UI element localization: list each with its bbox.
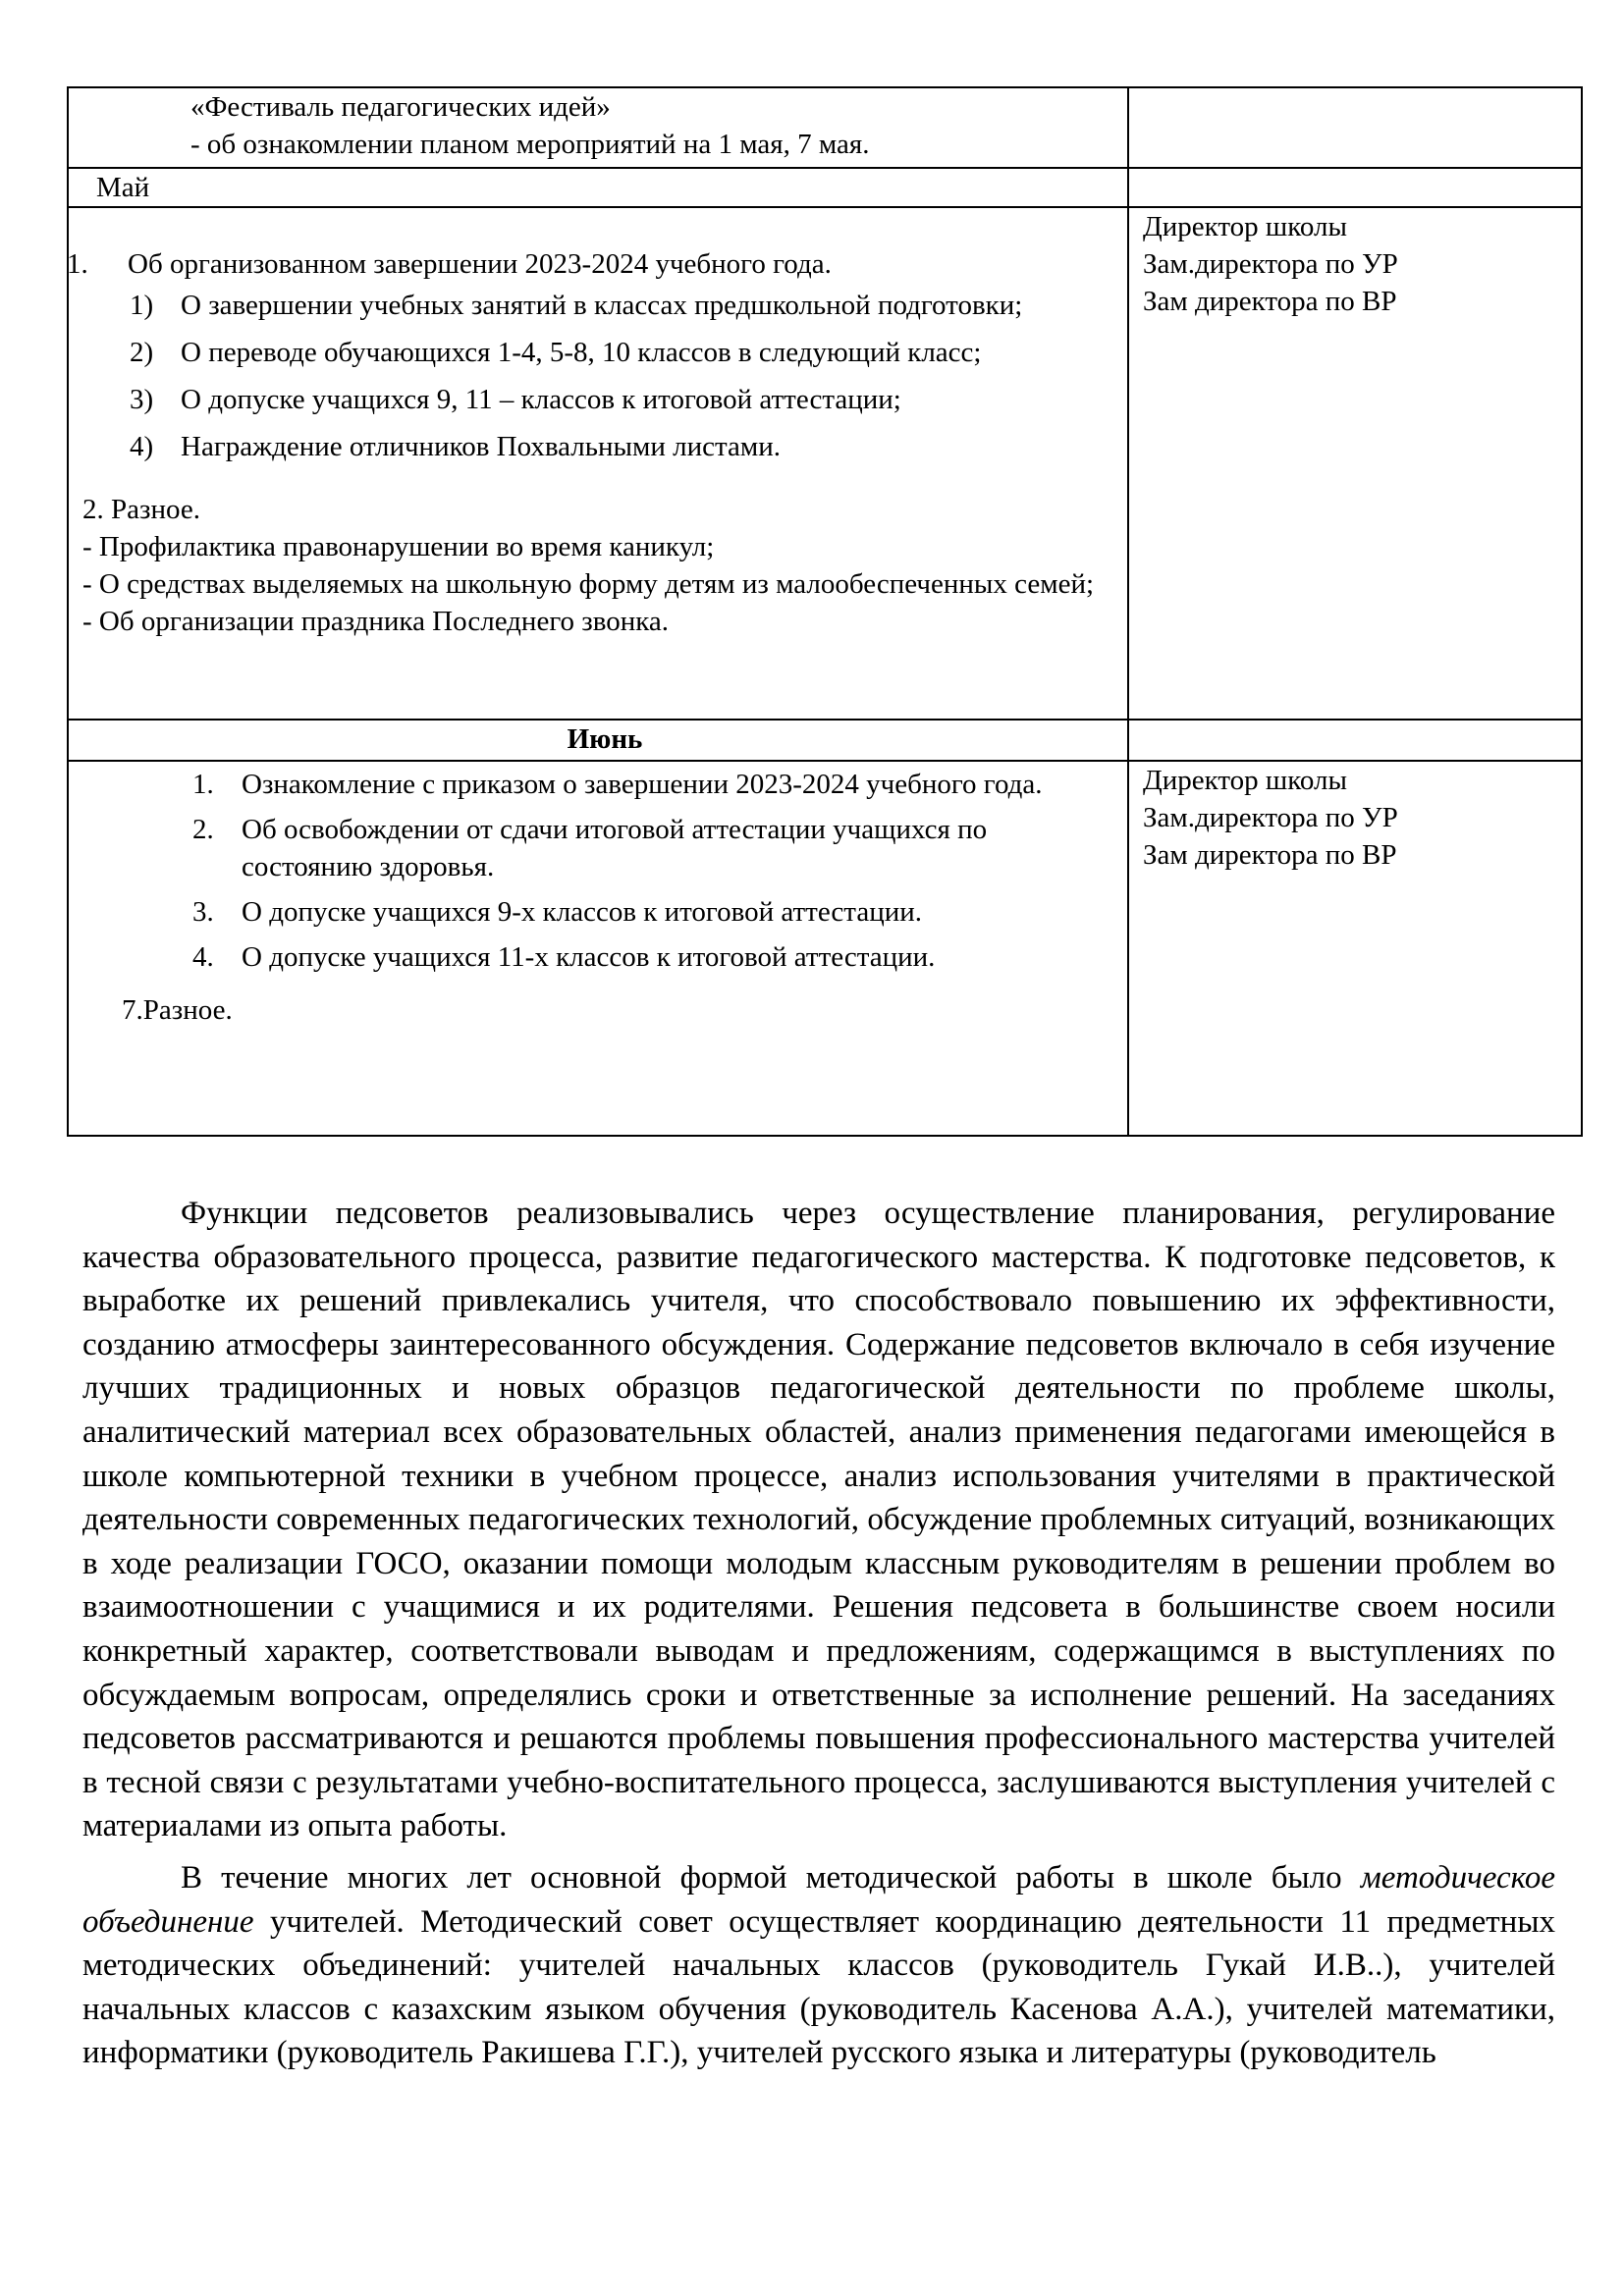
item-text: О допуске учащихся 9-х классов к итоговой аттестации. bbox=[242, 896, 923, 928]
topic-cell bbox=[68, 761, 1128, 1136]
emphasis-text: методическое объединение bbox=[82, 1859, 1555, 1940]
responsible-cell bbox=[1128, 720, 1582, 761]
misc-item: - О средствах выделяемых на школьную форму детям из малообеспеченных семей; bbox=[82, 568, 1095, 600]
responsible-person: Директор школы bbox=[1143, 765, 1347, 796]
list-item bbox=[192, 766, 1113, 803]
responsible-person: Директор школы bbox=[1143, 211, 1347, 242]
table-row bbox=[68, 87, 1582, 168]
item-number: 2. bbox=[192, 814, 214, 845]
meeting-plan-table bbox=[67, 86, 1583, 1137]
responsible-cell bbox=[1128, 168, 1582, 207]
item-number: 3) bbox=[130, 384, 154, 415]
june-misc: 7.Разное. bbox=[122, 994, 233, 1026]
topic-number: 1. bbox=[67, 248, 88, 280]
responsible-person: Зам директора по ВР bbox=[1143, 286, 1397, 317]
may-misc bbox=[82, 491, 1113, 640]
item-number: 4. bbox=[192, 941, 214, 973]
topic-text: Об организованном завершении 2023-2024 учебного года. bbox=[128, 248, 832, 280]
topic-cell bbox=[68, 207, 1128, 720]
misc-item: - Об организации праздника Последнего звонка. bbox=[82, 606, 669, 637]
misc-item: - Профилактика правонарушении во время каникул; bbox=[82, 531, 715, 562]
month-cell bbox=[68, 168, 1128, 207]
responsible-person: Зам.директора по УР bbox=[1143, 802, 1398, 833]
item-text: Награждение отличников Похвальными листами. bbox=[181, 431, 782, 462]
topic-cell bbox=[68, 87, 1128, 168]
item-text: О допуске учащихся 9, 11 – классов к итоговой аттестации; bbox=[181, 384, 901, 415]
item-number: 3. bbox=[192, 896, 214, 928]
list-item bbox=[130, 428, 1113, 465]
responsible-cell bbox=[1128, 87, 1582, 168]
table-row bbox=[68, 720, 1582, 761]
item-number: 2) bbox=[130, 337, 154, 368]
table-row bbox=[68, 168, 1582, 207]
list-item bbox=[192, 938, 1113, 976]
paragraph-text: В течение многих лет основной формой методической работы в школе было bbox=[181, 1859, 1361, 1896]
body-text bbox=[82, 1192, 1555, 2075]
item-text: О переводе обучающихся 1-4, 5-8, 10 классов в следующий класс; bbox=[181, 337, 982, 368]
item-number: 1. bbox=[192, 769, 214, 800]
list-item bbox=[130, 287, 1113, 324]
item-text: Ознакомление с приказом о завершении 2023-2024 учебного года. bbox=[242, 769, 1043, 800]
list-item bbox=[192, 893, 1113, 931]
item-text: Об освобождении от сдачи итоговой аттестации учащихся по состоянию здоровья. bbox=[242, 814, 988, 882]
list-item bbox=[130, 334, 1113, 371]
responsible-person: Зам.директора по УР bbox=[1143, 248, 1398, 280]
table-row bbox=[68, 207, 1582, 720]
events-line: - об ознакомлении планом мероприятий на 1 мая, 7 мая. bbox=[190, 129, 870, 160]
may-topic-1 bbox=[67, 245, 1113, 283]
festival-line: «Фестиваль педагогических идей» bbox=[190, 91, 611, 123]
paragraph-text: учителей. Методический совет осуществляет координацию деятельности 11 предметных методических объединений: учителей начальных классов (руководитель Гукай И.В..), учителей начальных классов с казахским языком обучения (руководитель Касенова А.А.), учителей математики, информатики (руководитель Ракишева Г.Г.), учителей русского языка и литературы (руководитель bbox=[82, 1903, 1555, 2071]
june-topics bbox=[82, 766, 1113, 976]
table-row bbox=[68, 761, 1582, 1136]
month-cell bbox=[68, 720, 1128, 761]
item-number: 1) bbox=[130, 290, 154, 321]
responsible-person: Зам директора по ВР bbox=[1143, 839, 1397, 871]
responsible-cell bbox=[1128, 761, 1582, 1136]
responsible-cell bbox=[1128, 207, 1582, 720]
misc-title: 2. Разное. bbox=[82, 494, 200, 525]
may-subtopics bbox=[82, 287, 1113, 465]
month-june: Июнь bbox=[567, 723, 643, 755]
item-text: О допуске учащихся 11-х классов к итоговой аттестации. bbox=[242, 941, 936, 973]
month-may: Май bbox=[96, 172, 150, 203]
list-item bbox=[130, 381, 1113, 418]
paragraph: Функции педсоветов реализовывались через осуществление планирования, регулирование качества образовательного процесса, развитие педагогического мастерства. К подготовке педсоветов, к выработке их решений привлекались учителя, что способствовало повышению их эффективности, созданию атмосферы заинтересованного обсуждения. Содержание педсоветов включало в себя изучение лучших традиционных и новых образцов педагогической деятельности по проблеме школы, аналитический материал всех образовательных областей, анализ применения педагогами имеющейся в школе компьютерной техники в учебном процессе, анализ использования учителями в практической деятельности современных педагогических технологий, обсуждение проблемных ситуаций, возникающих в ходе реализации ГОСО, оказании помощи молодым классным руководителям в решении проблем во взаимоотношении с учащимися и их родителями. Решения педсовета в большинстве своем носили конкретный характер, соответствовали выводам и предложениям, содержащимся в выступлениях по обсуждаемым вопросам, определялись сроки и ответственные за исполнение решений. На заседаниях педсоветов рассматриваются и решаются проблемы повышения профессионального мастерства учителей в тесной связи с результатами учебно-воспитательного процесса, заслушиваются выступления учителей с материалами из опыта работы. bbox=[82, 1196, 1555, 1844]
item-text: О завершении учебных занятий в классах предшкольной подготовки; bbox=[181, 290, 1023, 321]
paragraph bbox=[82, 1856, 1555, 2075]
item-number: 4) bbox=[130, 431, 154, 462]
list-item bbox=[192, 811, 1113, 885]
